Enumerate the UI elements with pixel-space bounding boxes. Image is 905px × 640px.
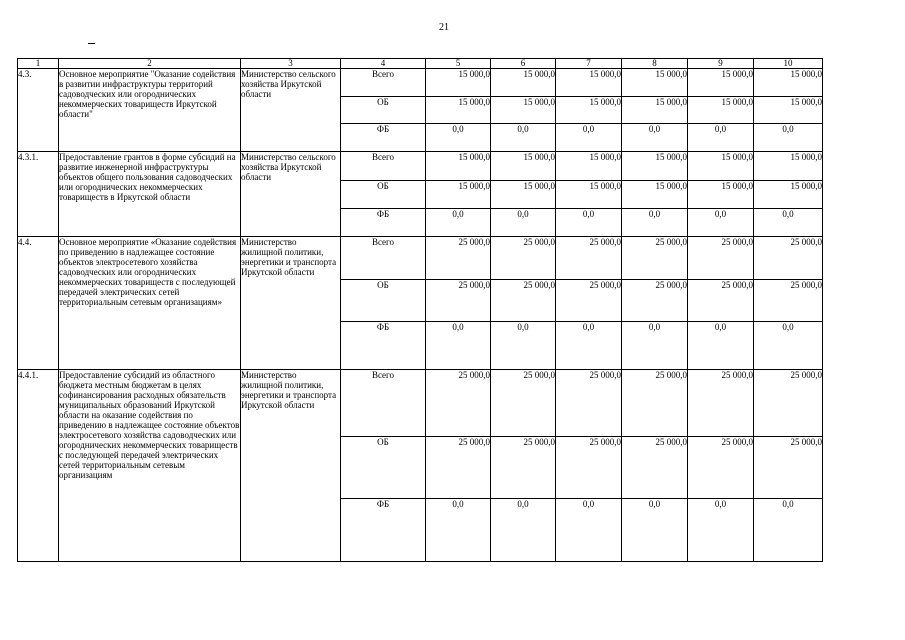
amount-cell: 15 000,0 — [622, 152, 688, 181]
column-header: 10 — [754, 59, 823, 69]
amount-cell: 15 000,0 — [688, 152, 754, 181]
activity-name: Предоставление субсидий из областного бюджета местным бюджетам в целях софинансирования расходных обязательств муниципальных образований Иркутской области на оказание содействия по приведению в надлежащее состояние объектов электросетевого хозяйства садоводческих или огороднических некоммерческих товариществ с последующей передачей электрических сетей территориальным сетевым организациям — [59, 370, 241, 562]
table-row — [18, 370, 823, 437]
amount-cell: 15 000,0 — [688, 97, 754, 124]
amount-cell: 25 000,0 — [426, 437, 491, 499]
funding-source: ФБ — [341, 499, 426, 562]
budget-table — [17, 58, 823, 562]
activity-name: Основное мероприятие "Оказание содействия в развитии инфраструктуры территорий садоводческих или огороднических некоммерческих товариществ Иркутской области" — [59, 69, 241, 152]
column-header: 9 — [688, 59, 754, 69]
column-header: 3 — [241, 59, 341, 69]
executor-name: Министерство сельского хозяйства Иркутской области — [241, 152, 341, 237]
amount-cell: 0,0 — [426, 322, 491, 370]
row-number: 4.4.1. — [18, 370, 59, 562]
row-number: 4.3. — [18, 69, 59, 152]
amount-cell: 25 000,0 — [754, 280, 823, 322]
table-row — [18, 237, 823, 280]
amount-cell: 25 000,0 — [754, 370, 823, 437]
amount-cell: 25 000,0 — [556, 280, 622, 322]
amount-cell: 15 000,0 — [688, 69, 754, 97]
amount-cell: 25 000,0 — [491, 237, 556, 280]
activity-name: Предоставление грантов в форме субсидий на развитие инженерной инфраструктуры объектов общего пользования садоводческих или огороднических некоммерческих товариществ в Иркутской области — [59, 152, 241, 237]
amount-cell: 25 000,0 — [426, 280, 491, 322]
amount-cell: 15 000,0 — [426, 97, 491, 124]
amount-cell: 0,0 — [622, 209, 688, 237]
amount-cell: 0,0 — [426, 499, 491, 562]
amount-cell: 15 000,0 — [556, 69, 622, 97]
table-row — [18, 69, 823, 97]
amount-cell: 25 000,0 — [491, 437, 556, 499]
amount-cell: 0,0 — [688, 209, 754, 237]
executor-name: Министерство жилищной политики, энергетики и транспорта Иркутской области — [241, 370, 341, 562]
funding-source: Всего — [341, 237, 426, 280]
page-number: 21 — [439, 22, 449, 33]
amount-cell: 15 000,0 — [754, 97, 823, 124]
amount-cell: 0,0 — [622, 124, 688, 152]
amount-cell: 15 000,0 — [426, 152, 491, 181]
amount-cell: 25 000,0 — [754, 437, 823, 499]
amount-cell: 25 000,0 — [688, 370, 754, 437]
funding-source: ОБ — [341, 280, 426, 322]
amount-cell: 0,0 — [491, 209, 556, 237]
amount-cell: 0,0 — [754, 322, 823, 370]
amount-cell: 15 000,0 — [491, 181, 556, 209]
amount-cell: 0,0 — [754, 124, 823, 152]
executor-name: Министерство жилищной политики, энергетики и транспорта Иркутской области — [241, 237, 341, 370]
amount-cell: 15 000,0 — [426, 181, 491, 209]
amount-cell: 0,0 — [556, 209, 622, 237]
amount-cell: 15 000,0 — [556, 181, 622, 209]
funding-source: ОБ — [341, 97, 426, 124]
amount-cell: 15 000,0 — [622, 97, 688, 124]
amount-cell: 25 000,0 — [688, 437, 754, 499]
column-header: 5 — [426, 59, 491, 69]
amount-cell: 25 000,0 — [426, 237, 491, 280]
amount-cell: 15 000,0 — [688, 181, 754, 209]
amount-cell: 0,0 — [426, 124, 491, 152]
column-header: 6 — [491, 59, 556, 69]
funding-source: ОБ — [341, 437, 426, 499]
margin-mark — [88, 43, 95, 44]
amount-cell: 15 000,0 — [491, 152, 556, 181]
amount-cell: 25 000,0 — [622, 237, 688, 280]
amount-cell: 15 000,0 — [754, 181, 823, 209]
amount-cell: 0,0 — [622, 322, 688, 370]
amount-cell: 15 000,0 — [426, 69, 491, 97]
column-header: 8 — [622, 59, 688, 69]
column-header: 2 — [59, 59, 241, 69]
amount-cell: 25 000,0 — [622, 280, 688, 322]
row-number: 4.4. — [18, 237, 59, 370]
amount-cell: 25 000,0 — [556, 437, 622, 499]
amount-cell: 25 000,0 — [688, 280, 754, 322]
column-header: 4 — [341, 59, 426, 69]
amount-cell: 25 000,0 — [754, 237, 823, 280]
amount-cell: 15 000,0 — [556, 152, 622, 181]
column-header: 1 — [18, 59, 59, 69]
row-number: 4.3.1. — [18, 152, 59, 237]
amount-cell: 25 000,0 — [491, 370, 556, 437]
amount-cell: 15 000,0 — [622, 69, 688, 97]
amount-cell: 0,0 — [556, 499, 622, 562]
amount-cell: 25 000,0 — [556, 237, 622, 280]
amount-cell: 15 000,0 — [622, 181, 688, 209]
column-header: 7 — [556, 59, 622, 69]
amount-cell: 15 000,0 — [754, 69, 823, 97]
amount-cell: 15 000,0 — [491, 69, 556, 97]
header-row — [18, 59, 823, 69]
amount-cell: 0,0 — [426, 209, 491, 237]
amount-cell: 25 000,0 — [491, 280, 556, 322]
amount-cell: 0,0 — [491, 499, 556, 562]
amount-cell: 15 000,0 — [754, 152, 823, 181]
amount-cell: 0,0 — [491, 322, 556, 370]
funding-source: Всего — [341, 370, 426, 437]
amount-cell: 25 000,0 — [688, 237, 754, 280]
amount-cell: 0,0 — [556, 124, 622, 152]
funding-source: ФБ — [341, 124, 426, 152]
funding-source: Всего — [341, 69, 426, 97]
executor-name: Министерство сельского хозяйства Иркутской области — [241, 69, 341, 152]
amount-cell: 0,0 — [754, 209, 823, 237]
funding-source: ОБ — [341, 181, 426, 209]
table-row — [18, 152, 823, 181]
amount-cell: 25 000,0 — [556, 370, 622, 437]
amount-cell: 0,0 — [491, 124, 556, 152]
amount-cell: 25 000,0 — [426, 370, 491, 437]
amount-cell: 0,0 — [556, 322, 622, 370]
funding-source: ФБ — [341, 209, 426, 237]
amount-cell: 15 000,0 — [491, 97, 556, 124]
amount-cell: 25 000,0 — [622, 370, 688, 437]
funding-source: Всего — [341, 152, 426, 181]
amount-cell: 0,0 — [688, 322, 754, 370]
amount-cell: 15 000,0 — [556, 97, 622, 124]
funding-source: ФБ — [341, 322, 426, 370]
amount-cell: 25 000,0 — [622, 437, 688, 499]
amount-cell: 0,0 — [754, 499, 823, 562]
activity-name: Основное мероприятие «Оказание содействия по приведению в надлежащее состояние объектов электросетевого хозяйства садоводческих или огороднических некоммерческих товариществ с последующей передачей электрических сетей территориальным сетевым организациям» — [59, 237, 241, 370]
amount-cell: 0,0 — [622, 499, 688, 562]
amount-cell: 0,0 — [688, 499, 754, 562]
amount-cell: 0,0 — [688, 124, 754, 152]
